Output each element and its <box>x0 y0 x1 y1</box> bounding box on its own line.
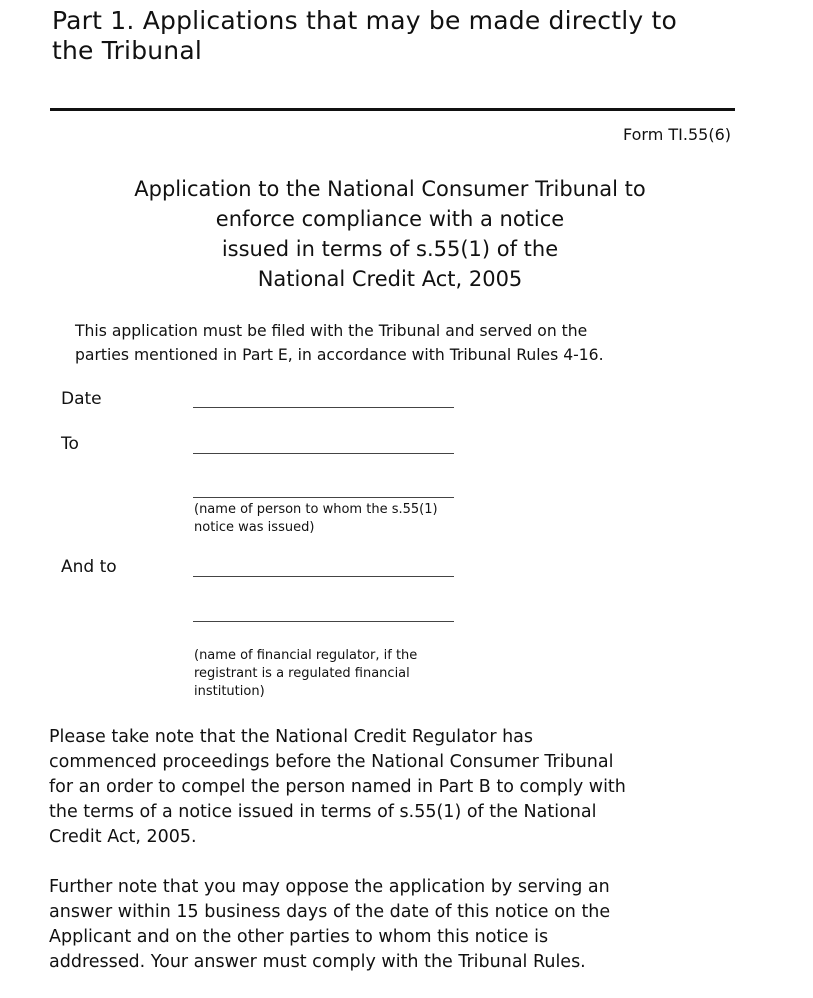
form-title-line-4: National Credit Act, 2005 <box>257 267 523 291</box>
to-label: To <box>61 434 79 454</box>
para1-line-5: Credit Act, 2005. <box>49 827 197 847</box>
filing-instruction-line-1: This application must be filed with the Tribunal and served on the <box>75 322 588 340</box>
form-title-line-2: enforce compliance with a notice <box>215 207 565 231</box>
notice-paragraph-opposition <box>49 875 749 975</box>
to-caption-line-1: (name of person to whom the s.55(1) <box>194 502 438 517</box>
form-title-line-1: Application to the National Consumer Tribunal to <box>134 177 646 201</box>
part-heading-line-1: Part 1. Applications that may be made directly to <box>52 6 678 35</box>
date-label: Date <box>61 389 102 409</box>
para1-line-2: commenced proceedings before the National Consumer Tribunal <box>49 752 614 772</box>
form-number: Form TI.55(6) <box>623 125 731 144</box>
and-to-field-line-2[interactable] <box>193 621 454 622</box>
to-field-caption <box>194 501 494 537</box>
form-title <box>60 174 720 294</box>
para2-line-3: Applicant and on the other parties to whom this notice is <box>49 927 549 947</box>
part-heading-line-2: the Tribunal <box>52 36 203 65</box>
para2-line-4: addressed. Your answer must comply with the Tribunal Rules. <box>49 952 586 972</box>
to-field-line-2[interactable] <box>193 497 454 498</box>
section-divider <box>50 108 735 111</box>
part-heading <box>52 6 752 66</box>
and-to-caption-line-1: (name of financial regulator, if the <box>194 648 418 663</box>
para1-line-3: for an order to compel the person named in Part B to comply with <box>49 777 626 797</box>
and-to-label: And to <box>61 557 117 577</box>
date-field-line[interactable] <box>193 407 454 408</box>
and-to-field-caption <box>194 647 494 701</box>
and-to-field-line-1[interactable] <box>193 576 454 577</box>
para1-line-1: Please take note that the National Credit Regulator has <box>49 727 534 747</box>
para2-line-1: Further note that you may oppose the application by serving an <box>49 877 610 897</box>
form-title-line-3: issued in terms of s.55(1) of the <box>221 237 559 261</box>
to-field-line-1[interactable] <box>193 453 454 454</box>
and-to-caption-line-2: registrant is a regulated financial <box>194 666 410 681</box>
and-to-caption-line-3: institution) <box>194 684 265 699</box>
para1-line-4: the terms of a notice issued in terms of s.55(1) of the National <box>49 802 597 822</box>
filing-instruction <box>75 319 755 367</box>
to-caption-line-2: notice was issued) <box>194 520 315 535</box>
para2-line-2: answer within 15 business days of the date of this notice on the <box>49 902 611 922</box>
notice-paragraph-proceedings <box>49 725 749 850</box>
filing-instruction-line-2: parties mentioned in Part E, in accordance with Tribunal Rules 4-16. <box>75 346 604 364</box>
